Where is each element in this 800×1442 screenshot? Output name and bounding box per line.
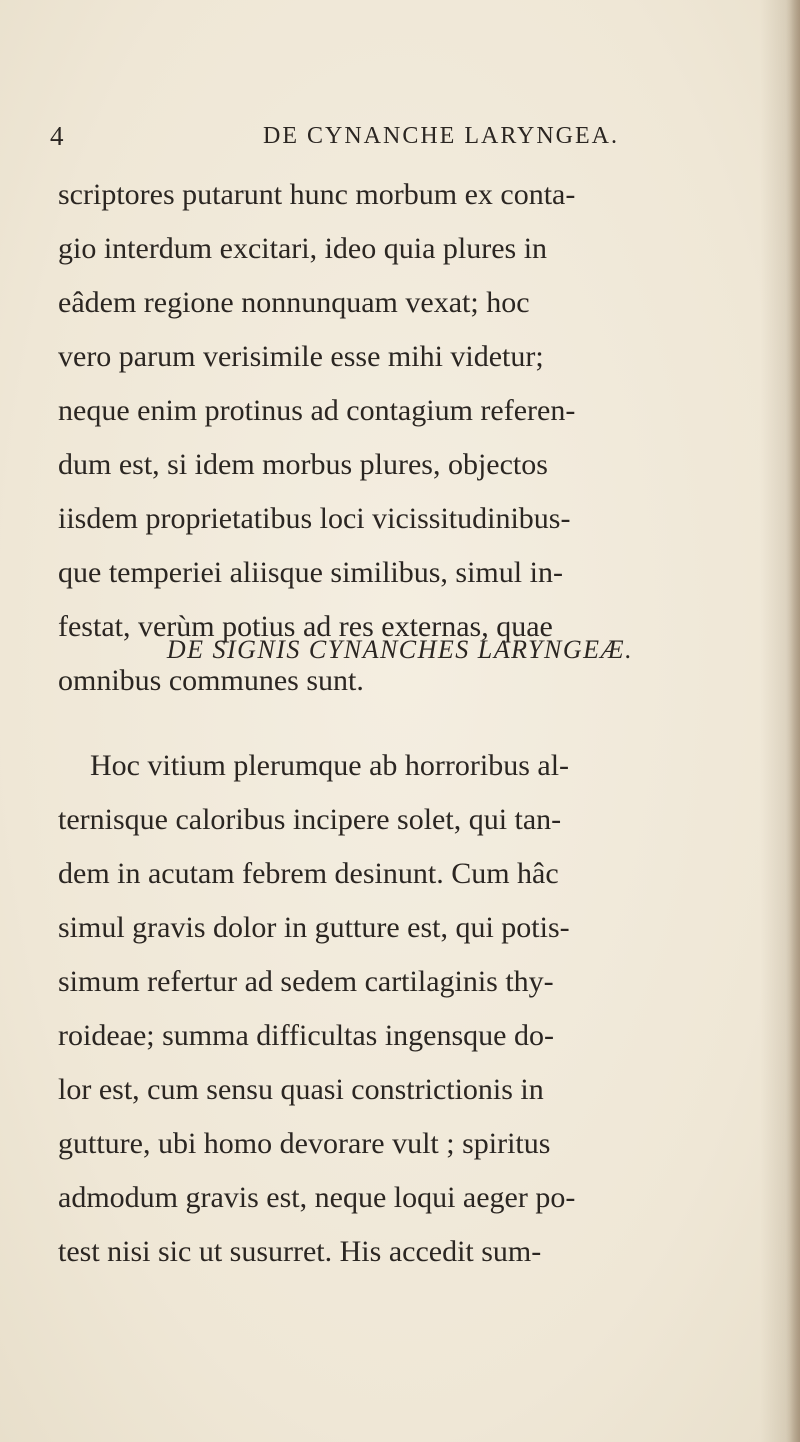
text-line: test nisi sic ut susurret. His accedit sum-: [58, 1235, 542, 1268]
text-line: simum refertur ad sedem cartilaginis thy-: [58, 965, 554, 998]
text-line: omnibus communes sunt.: [58, 664, 364, 697]
text-line: lor est, cum sensu quasi constrictionis in: [58, 1073, 544, 1106]
text-line: gio interdum excitari, ideo quia plures in: [58, 232, 548, 265]
text-line: simul gravis dolor in gutture est, qui potis-: [58, 911, 570, 944]
page-header: [50, 118, 750, 154]
text-line: Hoc vitium plerumque ab horroribus al-: [90, 749, 570, 782]
text-line: dum est, si idem morbus plures, objectos: [58, 448, 548, 481]
text-line: roideae; summa difficultas ingensque do-: [58, 1019, 554, 1052]
text-line: ternisque caloribus incipere solet, qui tan-: [58, 803, 562, 836]
text-line: iisdem proprietatibus loci vicissitudinibus-: [58, 502, 571, 535]
text-line: gutture, ubi homo devorare vult ; spiritus: [58, 1127, 551, 1160]
text-line: que temperiei aliisque similibus, simul in-: [58, 556, 563, 589]
text-line: neque enim protinus ad contagium referen-: [58, 394, 576, 427]
text-line: admodum gravis est, neque loqui aeger po-: [58, 1181, 576, 1214]
section-heading: DE SIGNIS CYNANCHES LARYNGEÆ.: [166, 635, 634, 664]
text-line: eâdem regione nonnunquam vexat; hoc: [58, 286, 530, 319]
text-line: festat, verùm potius ad res externas, quae: [58, 610, 553, 643]
page-number: 4: [50, 121, 64, 151]
paragraph-1: [58, 168, 763, 708]
paragraph-2: [58, 739, 763, 1279]
text-line: vero parum verisimile esse mihi videtur;: [58, 340, 544, 373]
running-head: DE CYNANCHE LARYNGEA.: [263, 123, 619, 149]
page-edge-shadow: [786, 0, 800, 1442]
text-line: dem in acutam febrem desinunt. Cum hâc: [58, 857, 559, 890]
text-line: scriptores putarunt hunc morbum ex conta-: [58, 178, 576, 211]
